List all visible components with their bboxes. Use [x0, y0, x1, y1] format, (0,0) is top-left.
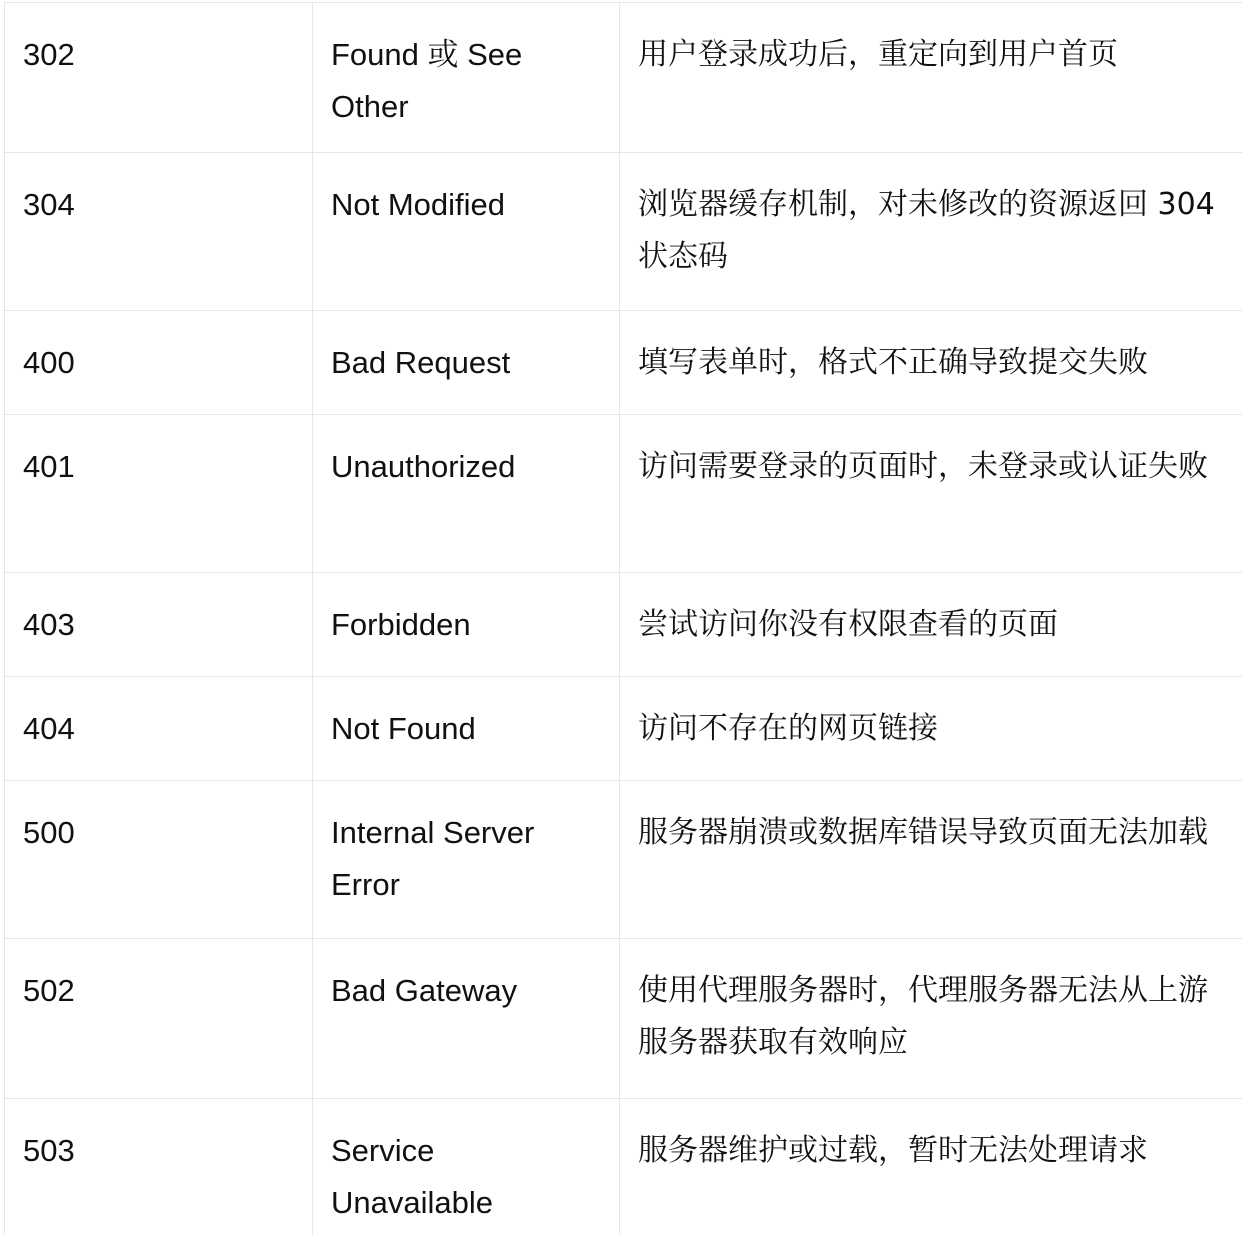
table-row: [5, 153, 1242, 311]
status-code-cell: 403: [5, 573, 313, 677]
table-row: [5, 415, 1242, 573]
status-code-cell: 503: [5, 1099, 313, 1235]
status-description-cell: 尝试访问你没有权限查看的页面: [620, 573, 1242, 677]
status-name-cell: Bad Gateway: [313, 939, 620, 1099]
status-description-cell: 填写表单时，格式不正确导致提交失败: [620, 311, 1242, 415]
status-description-cell: 访问不存在的网页链接: [620, 677, 1242, 781]
status-code-cell: 500: [5, 781, 313, 939]
status-code-cell: 302: [5, 3, 313, 153]
status-name-cell: Not Found: [313, 677, 620, 781]
status-description-cell: 浏览器缓存机制，对未修改的资源返回 304 状态码: [620, 153, 1242, 311]
table-row: [5, 677, 1242, 781]
status-name-cell: Not Modified: [313, 153, 620, 311]
status-code-cell: 404: [5, 677, 313, 781]
status-code-cell: 401: [5, 415, 313, 573]
table-row: [5, 939, 1242, 1099]
status-name-cell: Service Unavailable: [313, 1099, 620, 1235]
table-row: [5, 781, 1242, 939]
status-description-cell: 使用代理服务器时，代理服务器无法从上游服务器获取有效响应: [620, 939, 1242, 1099]
status-description-cell: 服务器维护或过载，暂时无法处理请求: [620, 1099, 1242, 1235]
table-row: [5, 1099, 1242, 1235]
status-code-cell: 400: [5, 311, 313, 415]
table-row: [5, 311, 1242, 415]
status-description-cell: 访问需要登录的页面时，未登录或认证失败: [620, 415, 1242, 573]
status-description-cell: 服务器崩溃或数据库错误导致页面无法加载: [620, 781, 1242, 939]
status-name-cell: Unauthorized: [313, 415, 620, 573]
status-name-cell: Internal Server Error: [313, 781, 620, 939]
status-name-cell: Found 或 See Other: [313, 3, 620, 153]
status-code-cell: 304: [5, 153, 313, 311]
table-row: [5, 573, 1242, 677]
table-row: [5, 3, 1242, 153]
status-code-cell: 502: [5, 939, 313, 1099]
status-name-cell: Bad Request: [313, 311, 620, 415]
status-description-cell: 用户登录成功后，重定向到用户首页: [620, 3, 1242, 153]
status-code-table: [4, 2, 1242, 1235]
status-name-cell: Forbidden: [313, 573, 620, 677]
